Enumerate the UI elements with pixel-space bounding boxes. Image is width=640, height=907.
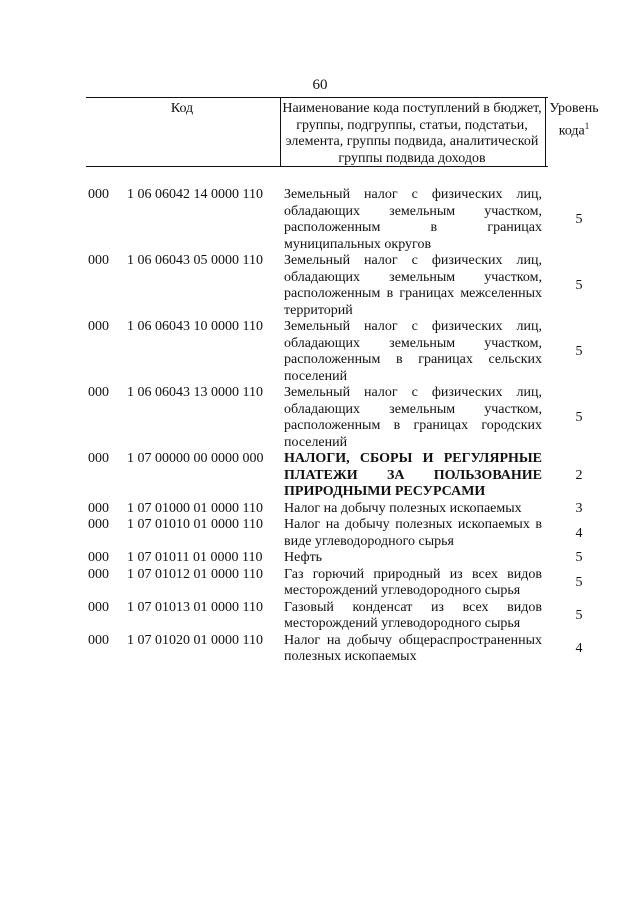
admin-code: 000 bbox=[88, 451, 109, 466]
code-level: 4 bbox=[575, 641, 583, 656]
revenue-name: Земельный налог с физических лиц, обладающих земельным участком, расположенным в границах межселенных территорий bbox=[284, 253, 542, 318]
revenue-code: 1 07 01000 01 0000 110 bbox=[127, 500, 263, 516]
revenue-code: 1 07 01010 01 0000 110 bbox=[127, 517, 263, 532]
revenue-code: 1 06 06043 10 0000 110 bbox=[127, 319, 263, 334]
revenue-name: Нефть bbox=[284, 550, 323, 565]
table-row bbox=[0, 253, 640, 319]
admin-code: 000 bbox=[88, 385, 109, 400]
table-row bbox=[0, 550, 640, 567]
table-body bbox=[0, 187, 640, 666]
revenue-name: Налог на добычу полезных ископаемых в виде углеводородного сырья bbox=[284, 517, 542, 549]
table-row bbox=[0, 633, 640, 666]
revenue-name: Налог на добычу общераспространенных полезных ископаемых bbox=[284, 632, 542, 664]
header-divider bbox=[280, 98, 281, 166]
table-row bbox=[0, 600, 640, 633]
code-level: 5 bbox=[575, 278, 583, 293]
table-row bbox=[0, 187, 640, 253]
revenue-code: 1 07 00000 00 0000 000 bbox=[127, 451, 264, 466]
header-code: Код bbox=[170, 101, 194, 116]
table-header bbox=[86, 97, 599, 167]
table-row bbox=[0, 319, 640, 385]
revenue-code: 1 07 01013 01 0000 110 bbox=[127, 599, 263, 615]
admin-code: 000 bbox=[88, 632, 109, 648]
header-level-footnote: 1 bbox=[584, 120, 590, 131]
header-level-label: Уровень кода bbox=[549, 101, 599, 139]
revenue-name: Налог на добычу полезных ископаемых bbox=[284, 500, 522, 516]
revenue-code: 1 07 01020 01 0000 110 bbox=[127, 632, 263, 648]
header-divider bbox=[545, 98, 546, 166]
admin-code: 000 bbox=[88, 566, 109, 582]
admin-code: 000 bbox=[88, 550, 109, 565]
code-level: 5 bbox=[575, 410, 583, 425]
revenue-code: 1 06 06043 05 0000 110 bbox=[127, 253, 263, 268]
page-number: 60 bbox=[312, 77, 328, 93]
revenue-name: Газ горючий природный из всех видов месторождений углеводородного сырья bbox=[284, 566, 542, 598]
revenue-name: НАЛОГИ, СБОРЫ И РЕГУЛЯРНЫЕ ПЛАТЕЖИ ЗА ПОЛЬЗОВАНИЕ ПРИРОДНЫМИ РЕСУРСАМИ bbox=[284, 451, 542, 499]
code-level: 5 bbox=[575, 575, 583, 590]
code-level: 3 bbox=[575, 500, 583, 516]
table-row bbox=[0, 385, 640, 451]
admin-code: 000 bbox=[88, 187, 109, 202]
table-row bbox=[0, 567, 640, 600]
revenue-name: Земельный налог с физических лиц, обладающих земельным участком, расположенным в границах сельских поселений bbox=[284, 319, 542, 384]
header-name: Наименование кода поступлений в бюджет, группы, подгруппы, статьи, подстатьи, элемента, группы подвида, аналитической группы подвида доходов bbox=[282, 101, 542, 166]
table-row bbox=[0, 451, 640, 501]
admin-code: 000 bbox=[88, 253, 109, 268]
admin-code: 000 bbox=[88, 500, 109, 516]
revenue-code: 1 06 06043 13 0000 110 bbox=[127, 385, 263, 400]
code-level: 5 bbox=[575, 344, 583, 359]
revenue-code: 1 06 06042 14 0000 110 bbox=[127, 187, 263, 202]
code-level: 5 bbox=[575, 608, 583, 623]
admin-code: 000 bbox=[88, 599, 109, 615]
code-level: 5 bbox=[575, 212, 583, 227]
revenue-name: Газовый конденсат из всех видов месторождений углеводородного сырья bbox=[284, 599, 542, 631]
admin-code: 000 bbox=[88, 517, 109, 532]
revenue-code: 1 07 01012 01 0000 110 bbox=[127, 566, 263, 582]
table-row bbox=[0, 517, 640, 550]
revenue-name: Земельный налог с физических лиц, обладающих земельным участком, расположенным в границах городских поселений bbox=[284, 385, 542, 450]
code-level: 4 bbox=[575, 525, 583, 541]
header-level bbox=[547, 101, 601, 140]
revenue-name: Земельный налог с физических лиц, обладающих земельным участком, расположенным в границах муниципальных округов bbox=[284, 187, 542, 252]
code-level: 2 bbox=[575, 467, 583, 483]
code-level: 5 bbox=[575, 550, 583, 566]
revenue-code: 1 07 01011 01 0000 110 bbox=[127, 550, 263, 565]
admin-code: 000 bbox=[88, 319, 109, 334]
table-row bbox=[0, 501, 640, 518]
